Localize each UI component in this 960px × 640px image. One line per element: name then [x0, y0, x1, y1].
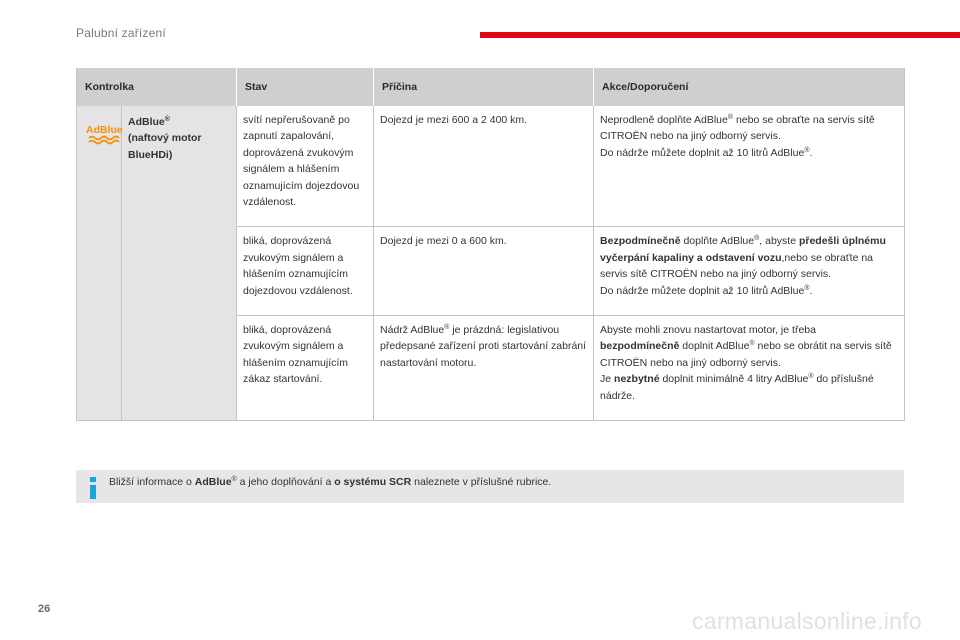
row1-stav: svítí nepřerušovaně po zapnutí zapalování, doprovázená zvukovým signálem a hlášením oznamujícím dojezdovou vzdálenost.: [237, 106, 374, 227]
info-text-part: Bližší informace o: [109, 476, 195, 488]
registered-mark: ®: [727, 114, 734, 121]
registered-mark: ®: [804, 284, 810, 292]
row2-akce-bold: Bezpodmínečně: [600, 235, 681, 248]
page-section-title: Palubní zařízení: [76, 26, 166, 40]
row1-pricina: Dojezd je mezi 600 a 2 400 km.: [374, 106, 594, 227]
info-text-bold: AdBlue: [194, 476, 232, 488]
row2-akce-text: ,nebo se obraťte na servis sítě CITROËN nebo na jiný odborný servis.: [600, 251, 874, 281]
registered-mark: ®: [754, 235, 760, 243]
row3-stav: bliká, doprovázená zvukovým signálem a hlášením oznamujícím zákaz startování.: [237, 316, 374, 421]
column-header-kontrolka: Kontrolka: [77, 68, 237, 106]
row3-pricina: [374, 316, 594, 421]
table-row: [77, 106, 905, 227]
row1-akce: [594, 106, 905, 227]
row3-pricina-text: je prázdná: legislativou předepsané zařízení proti startování zabrání nastartování motoru.: [380, 324, 587, 369]
row3-akce-text: doplnit AdBlue: [679, 340, 750, 353]
column-header-stav: Stav: [237, 68, 374, 106]
row2-akce-text: .: [809, 284, 813, 297]
registered-mark: ®: [804, 146, 810, 154]
row1-akce-text: .: [809, 146, 813, 159]
info-note-box: [76, 470, 904, 503]
column-header-akce: Akce/Doporučení: [594, 68, 905, 106]
info-text-part: a jeho doplňování a: [236, 476, 335, 488]
column-header-pricina: Příčina: [374, 68, 594, 106]
info-icon: [86, 477, 100, 499]
adblue-icon-text: AdBlue: [86, 124, 123, 136]
row1-akce-text: Neprodleně doplňte AdBlue: [600, 114, 728, 126]
registered-mark: ®: [164, 116, 170, 123]
indicator-name-cell: [122, 106, 237, 421]
row2-stav: bliká, doprovázená zvukovým signálem a hlášením oznamujícím dojezdovou vzdálenost.: [237, 227, 374, 316]
indicator-name: AdBlue: [128, 116, 165, 128]
row3-akce-bold: nezbytné: [614, 373, 660, 386]
row1-akce-text: Do nádrže můžete doplnit až 10 litrů AdBlue: [600, 146, 805, 159]
info-text-bold: o systému SCR: [334, 476, 412, 488]
row2-akce-text: doplňte AdBlue: [680, 235, 755, 248]
row3-akce-text: Je: [600, 373, 615, 386]
adblue-warning-icon: [85, 122, 125, 146]
registered-mark: ®: [808, 373, 814, 381]
info-note-text: [109, 476, 551, 488]
indicator-table: [76, 68, 905, 421]
header-accent-bar: [480, 32, 960, 38]
row2-akce: [594, 227, 905, 316]
row3-akce-text: do příslušné nádrže.: [600, 373, 874, 402]
row3-akce-text: Abyste mohli znovu nastartovat motor, je třeba: [600, 324, 816, 337]
row3-akce: [594, 316, 905, 421]
registered-mark: ®: [749, 340, 755, 348]
registered-mark: ®: [231, 476, 237, 483]
row1-akce-text: nebo se obraťte na servis sítě CITROËN nebo na jiný odborný servis.: [600, 114, 875, 143]
row2-akce-bold: předešli úplnému vyčerpání kapaliny a odstavení vozu: [600, 235, 886, 264]
indicator-icon-cell: [77, 106, 122, 421]
row2-pricina: Dojezd je mezi 0 a 600 km.: [374, 227, 594, 316]
registered-mark: ®: [444, 324, 450, 332]
row3-pricina-text: Nádrž AdBlue: [380, 324, 445, 337]
table-header-row: [77, 68, 905, 106]
row3-akce-text: nebo se obrátit na servis sítě CITROËN nebo na jiný odborný servis.: [600, 340, 892, 369]
info-text-part: naleznete v příslušné rubrice.: [411, 476, 552, 488]
row3-akce-text: doplnit minimálně 4 litry AdBlue: [659, 373, 809, 386]
row2-akce-text: Do nádrže můžete doplnit až 10 litrů AdBlue: [600, 284, 805, 297]
indicator-name-detail: (naftový motor BlueHDi): [128, 132, 202, 161]
row3-akce-bold: bezpodmínečně: [600, 340, 680, 353]
watermark: carmanualsonline.info: [691, 608, 922, 634]
page-number: 26: [38, 603, 51, 615]
row2-akce-text: , abyste: [759, 235, 799, 248]
